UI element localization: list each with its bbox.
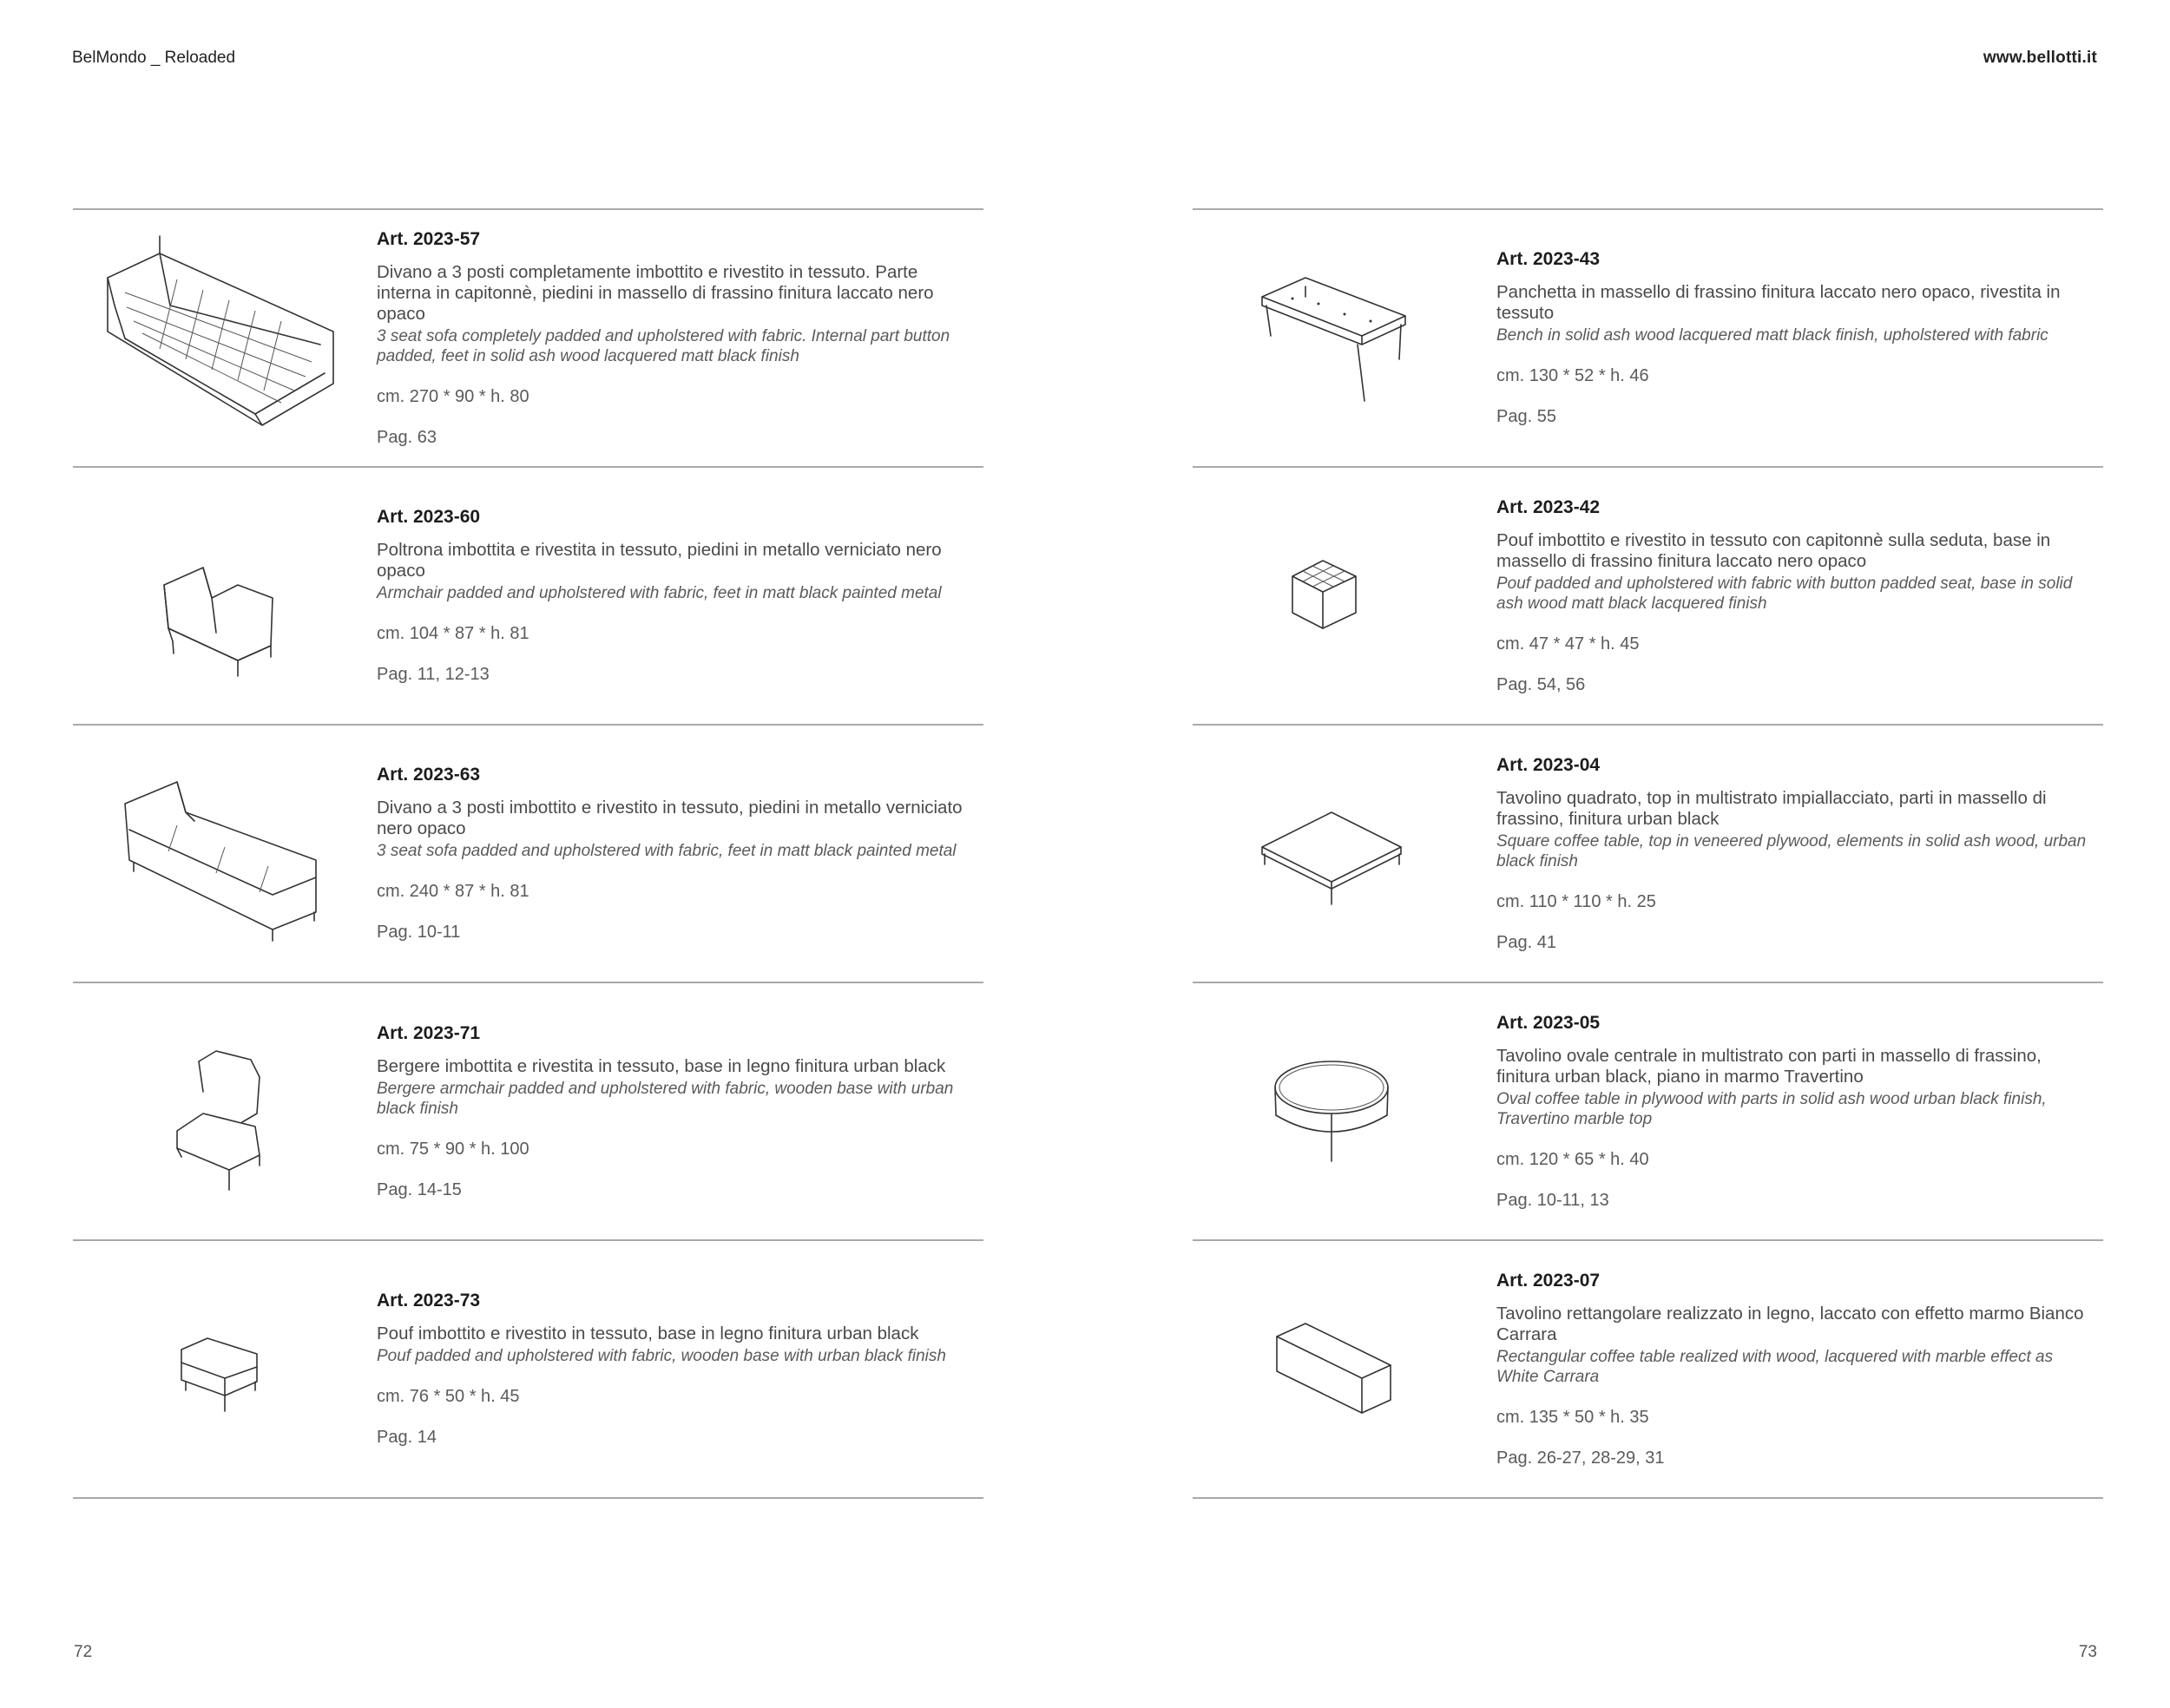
website-link[interactable]: www.bellotti.it	[1983, 49, 2097, 67]
page-number-left: 72	[74, 1643, 93, 1661]
oval-table-icon	[1193, 983, 1488, 1239]
article-code: Art. 2023-63	[377, 765, 481, 785]
page-number-right: 73	[2078, 1643, 2097, 1661]
article-code: Art. 2023-71	[377, 1022, 481, 1043]
article-code: Art. 2023-57	[377, 228, 481, 249]
product-row	[73, 1241, 983, 1499]
article-code: Art. 2023-60	[377, 507, 481, 527]
square-table-icon	[1193, 726, 1488, 982]
dimensions: cm. 135 * 50 * h. 35	[1496, 1407, 1649, 1427]
description-italian: Tavolino quadrato, top in multistrato impiallacciato, parti in massello di frassino, finitura urban black	[1496, 787, 2047, 829]
description-english: Square coffee table, top in veneered plywood, elements in solid ash wood, urban black finish	[1496, 831, 2087, 870]
dimensions: cm. 104 * 87 * h. 81	[377, 624, 529, 643]
product-row	[1193, 983, 2103, 1241]
description-english: Bergere armchair padded and upholstered with fabric, wooden base with urban black finish	[377, 1079, 954, 1118]
description-italian: Tavolino rettangolare realizzato in legno, laccato con effetto marmo Bianco Carrara	[1496, 1303, 2084, 1344]
description-english: Pouf padded and upholstered with fabric with button padded seat, base in solid ash wood matt black lacquered finish	[1496, 574, 2073, 613]
page-reference: Pag. 14	[377, 1428, 437, 1447]
dimensions: cm. 47 * 47 * h. 45	[1496, 634, 1640, 654]
dimensions: cm. 120 * 65 * h. 40	[1496, 1149, 1649, 1169]
page-reference: Pag. 26-27, 28-29, 31	[1496, 1448, 1665, 1468]
page-reference: Pag. 11, 12-13	[377, 665, 490, 684]
page-reference: Pag. 63	[377, 427, 437, 447]
bench-icon	[1193, 210, 1488, 466]
article-code: Art. 2023-07	[1496, 1270, 1601, 1291]
page-reference: Pag. 10-11	[377, 923, 461, 942]
armchair-icon	[73, 468, 368, 724]
product-row	[1193, 210, 2103, 468]
dimensions: cm. 240 * 87 * h. 81	[377, 882, 529, 901]
description-italian: Poltrona imbottita e rivestita in tessuto, piedini in metallo verniciato nero opaco	[377, 540, 942, 581]
description-italian: Tavolino ovale centrale in multistrato con parti in massello di frassino, finitura urban black, piano in marmo Travertino	[1496, 1045, 2042, 1087]
product-row	[1193, 1241, 2103, 1499]
article-code: Art. 2023-05	[1496, 1012, 1601, 1033]
tufted-sofa-icon	[73, 210, 368, 466]
article-code: Art. 2023-73	[377, 1291, 481, 1311]
description-english: Pouf padded and upholstered with fabric, wooden base with urban black finish	[377, 1347, 946, 1365]
page-reference: Pag. 41	[1496, 932, 1556, 952]
page-reference: Pag. 14-15	[377, 1179, 462, 1199]
cube-pouf-icon	[1193, 468, 1488, 724]
article-code: Art. 2023-42	[1496, 496, 1601, 517]
dimensions: cm. 76 * 50 * h. 45	[377, 1387, 520, 1406]
description-italian: Divano a 3 posti completamente imbottito e rivestito in tessuto. Parte interna in capitonnè, piedini in massello di frassino finitura laccato nero opaco	[377, 261, 934, 324]
article-code: Art. 2023-43	[1496, 249, 1601, 269]
description-english: Rectangular coffee table realized with wood, lacquered with marble effect as White Carrara	[1496, 1347, 2054, 1386]
description-english: 3 seat sofa padded and upholstered with fabric, feet in matt black painted metal	[377, 842, 957, 860]
left-product-list	[73, 208, 983, 1499]
description-italian: Bergere imbottita e rivestita in tessuto, base in legno finitura urban black	[377, 1055, 946, 1076]
catalog-title: BelMondo _ Reloaded	[72, 49, 236, 67]
dimensions: cm. 75 * 90 * h. 100	[377, 1139, 529, 1159]
product-row	[73, 468, 983, 726]
product-row	[73, 210, 983, 468]
article-code: Art. 2023-04	[1496, 754, 1601, 775]
description-english: Armchair padded and upholstered with fabric, feet in matt black painted metal	[377, 584, 942, 602]
sofa-icon	[73, 726, 368, 982]
footstool-icon	[73, 1241, 368, 1497]
description-english: Bench in solid ash wood lacquered matt black finish, upholstered with fabric	[1496, 326, 2048, 345]
page-reference: Pag. 55	[1496, 407, 1556, 426]
page-reference: Pag. 10-11, 13	[1496, 1190, 1609, 1210]
page-reference: Pag. 54, 56	[1496, 674, 1586, 694]
bergere-icon	[73, 983, 368, 1239]
product-row	[1193, 726, 2103, 983]
product-row	[73, 726, 983, 983]
description-english: Oval coffee table in plywood with parts in solid ash wood urban black finish, Travertino marble top	[1496, 1089, 2047, 1128]
dimensions: cm. 270 * 90 * h. 80	[377, 386, 529, 406]
right-product-list	[1193, 208, 2103, 1499]
product-row	[73, 983, 983, 1241]
description-english: 3 seat sofa completely padded and upholstered with fabric. Internal part button padded, feet in solid ash wood lacquered matt black finish	[377, 326, 950, 365]
description-italian: Divano a 3 posti imbottito e rivestito in tessuto, piedini in metallo verniciato nero opaco	[377, 798, 963, 838]
description-italian: Panchetta in massello di frassino finitura laccato nero opaco, rivestita in tessuto	[1496, 282, 2061, 323]
dimensions: cm. 110 * 110 * h. 25	[1496, 891, 1656, 911]
dimensions: cm. 130 * 52 * h. 46	[1496, 366, 1649, 385]
description-italian: Pouf imbottito e rivestito in tessuto con capitonnè sulla seduta, base in massello di frassino finitura laccato nero opaco	[1496, 529, 2051, 571]
description-italian: Pouf imbottito e rivestito in tessuto, base in legno finitura urban black	[377, 1324, 919, 1343]
block-table-icon	[1193, 1241, 1488, 1497]
product-row	[1193, 468, 2103, 726]
